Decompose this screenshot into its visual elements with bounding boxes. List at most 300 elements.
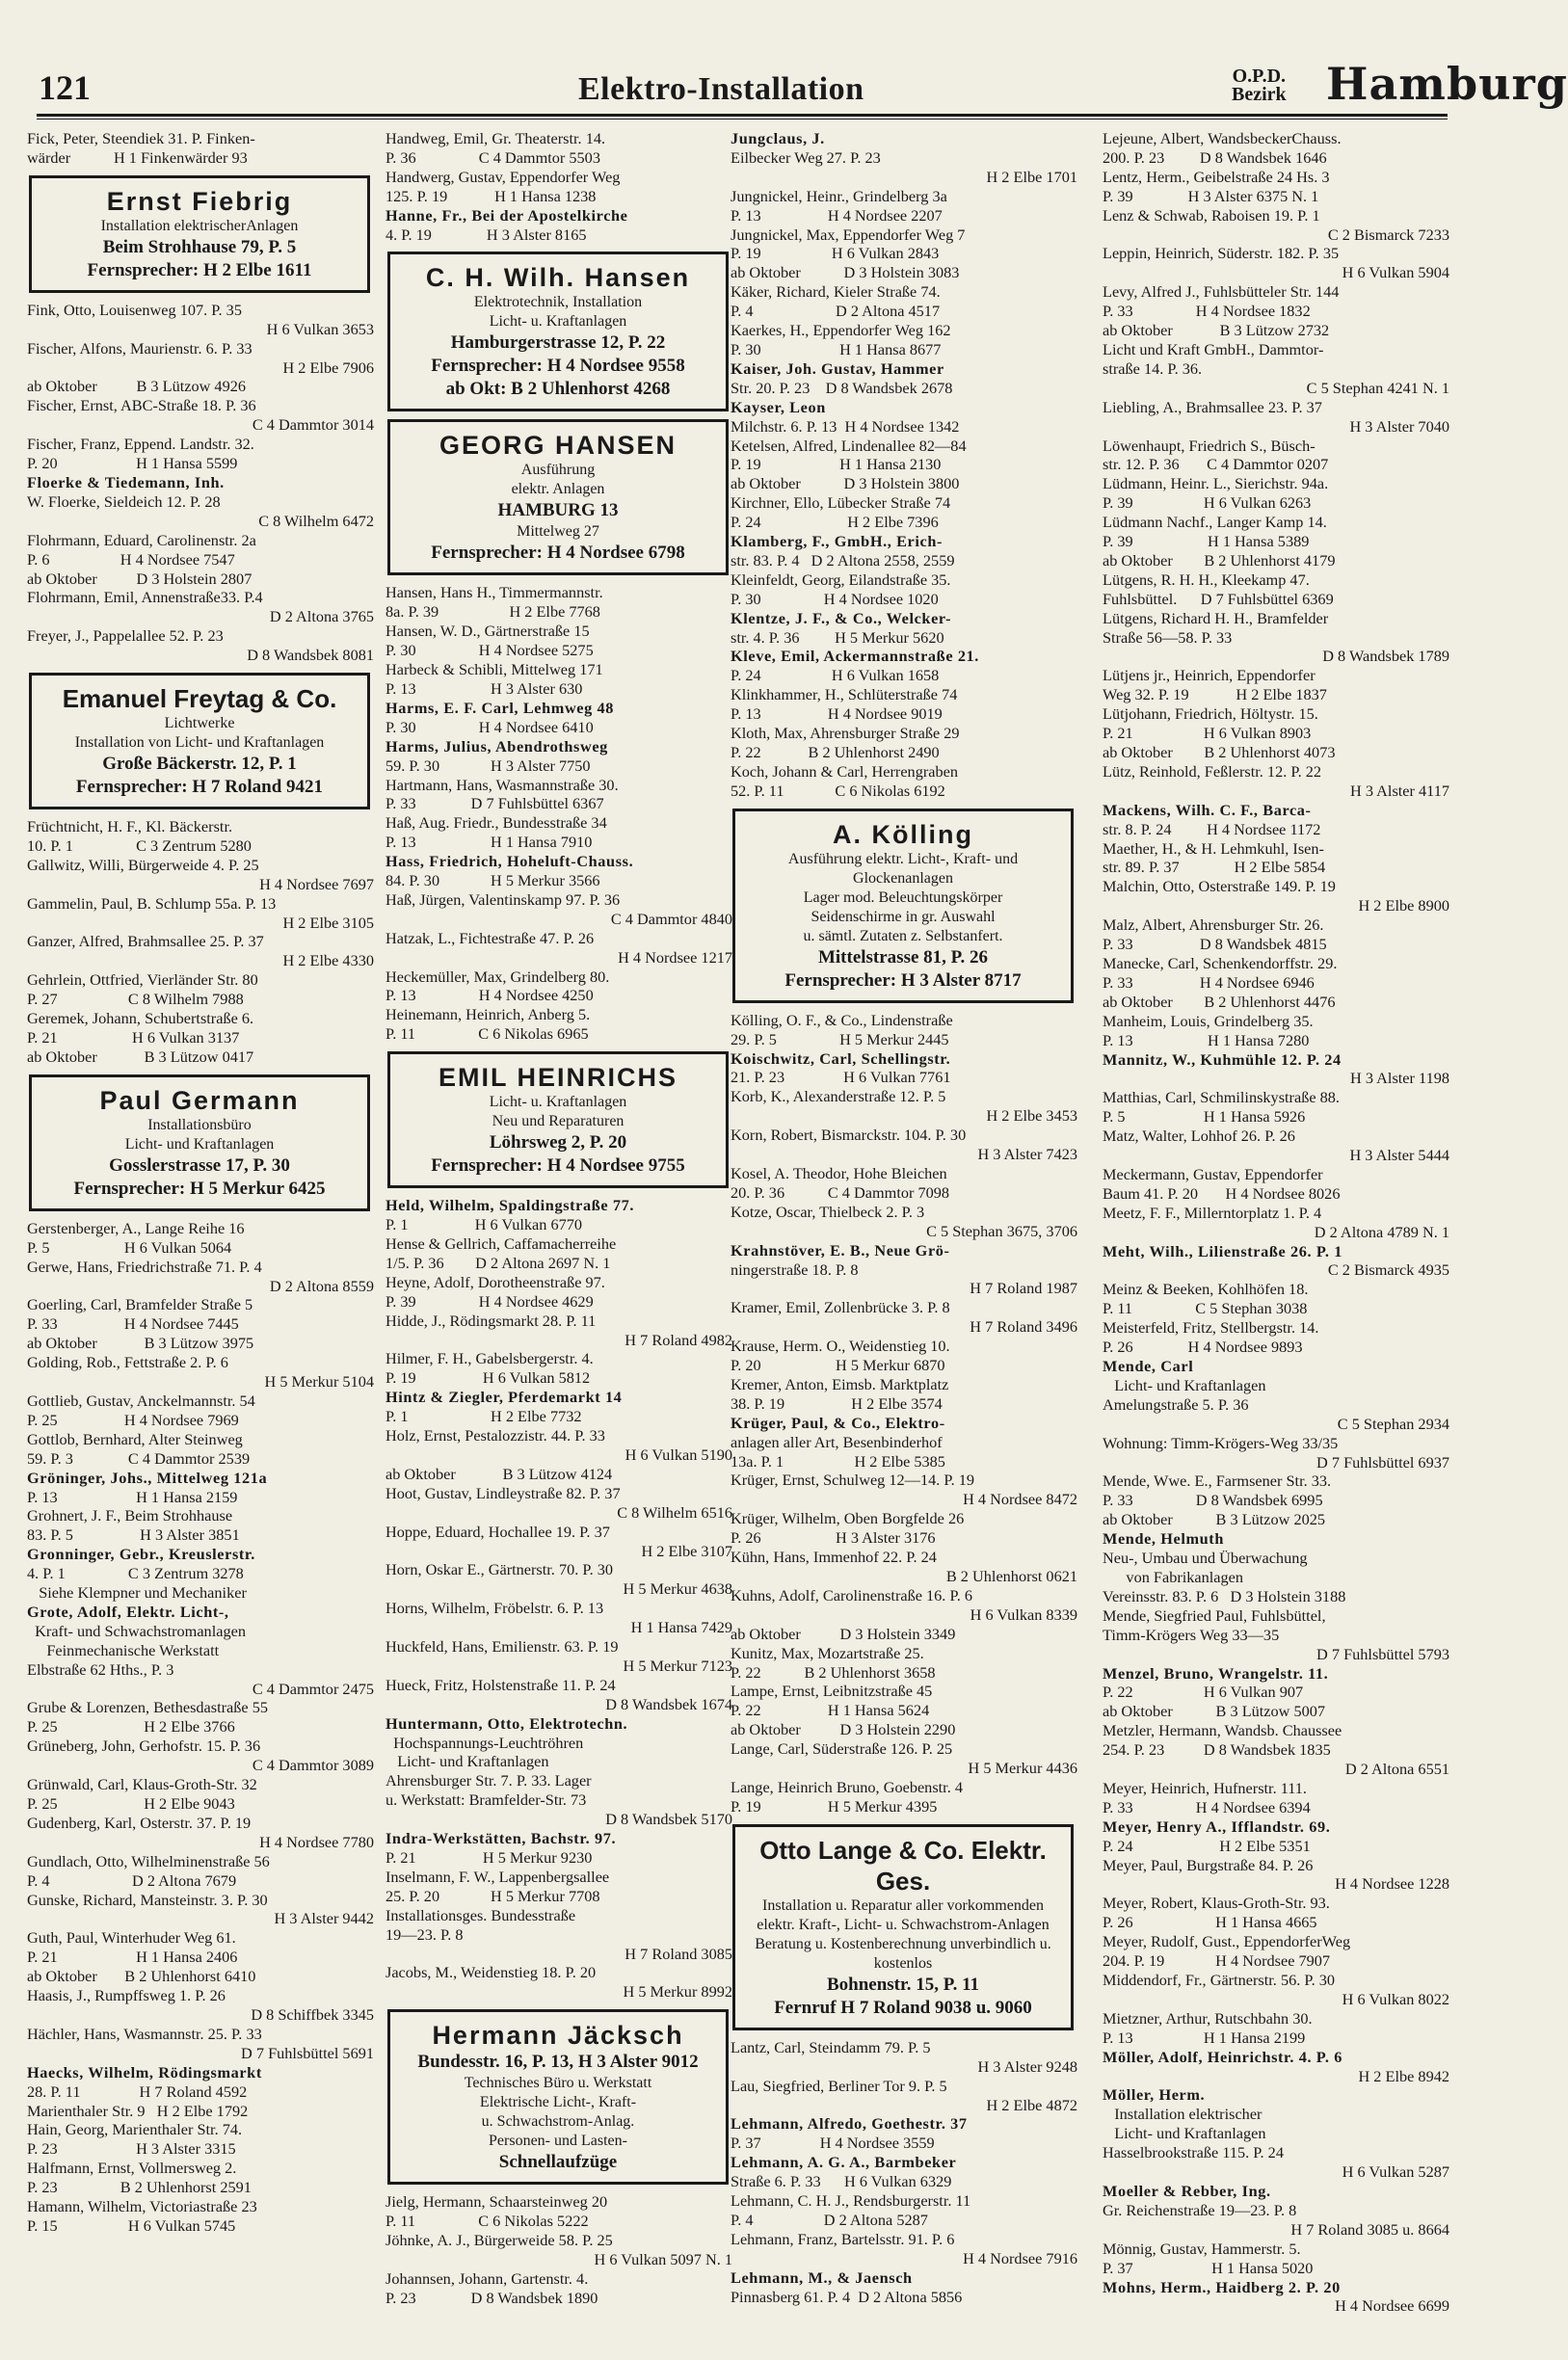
directory-entry <box>27 1469 374 1488</box>
entry-text: ab Oktober B 3 Lützow 4124 <box>385 1464 613 1483</box>
directory-entry <box>1103 2029 1449 2048</box>
directory-entry <box>731 493 1077 513</box>
directory-entry <box>1103 1740 1449 1760</box>
directory-entry <box>385 718 732 737</box>
directory-entry <box>385 1312 732 1331</box>
column-3 <box>731 129 1077 2336</box>
directory-entry <box>27 1717 374 1737</box>
entry-text: P. 13 H 1 Hansa 2199 <box>1103 2028 1306 2047</box>
ad-line: Schnellaufzüge <box>498 2152 618 2173</box>
directory-entry <box>731 437 1077 456</box>
entry-text: P. 24 H 6 Vulkan 1658 <box>731 666 940 685</box>
directory-entry <box>27 1277 374 1296</box>
directory-entry <box>27 646 374 665</box>
directory-entry <box>385 813 732 833</box>
directory-entry <box>1103 2085 1449 2105</box>
entry-text: P. 1 H 2 Elbe 7732 <box>385 1407 582 1426</box>
entry-text: Fick, Peter, Steendiek 31. P. Finken- <box>27 129 255 147</box>
directory-entry <box>385 1771 732 1790</box>
entry-text: P. 30 H 4 Nordsee 1020 <box>731 589 939 608</box>
entry-text: P. 4 D 2 Altona 7679 <box>27 1870 237 1890</box>
directory-entry <box>27 435 374 454</box>
directory-entry <box>1103 1798 1449 1817</box>
entry-text: P. 39 H 3 Alster 6375 N. 1 <box>1103 186 1319 205</box>
ad-line: u. sämtl. Zutaten z. Selbstanfert. <box>803 927 1003 944</box>
directory-entry <box>27 990 374 1009</box>
directory-entry <box>385 641 732 660</box>
entry-phone: H 7 Roland 4982 <box>625 1330 732 1349</box>
directory-entry <box>385 1982 732 2002</box>
ad-line: Lager mod. Beleuchtungskörper <box>803 888 1003 906</box>
entry-text: P. 4 D 2 Altona 5287 <box>731 2210 928 2229</box>
directory-entry <box>385 2212 732 2231</box>
directory-entry <box>731 1739 1077 1759</box>
entry-text: Lütgens, R. H. H., Kleekamp 47. <box>1103 570 1310 589</box>
entry-text: Meisterfeld, Fritz, Stellbergstr. 14. <box>1103 1318 1319 1338</box>
directory-entry <box>27 1238 374 1258</box>
directory-entry <box>385 2250 732 2269</box>
district-top: O.P.D. <box>1232 66 1287 87</box>
entry-text: P. 25 H 2 Elbe 3766 <box>27 1717 235 1737</box>
directory-entry <box>1103 1165 1449 1184</box>
entry-text: Meyer, Paul, Burgstraße 84. P. 26 <box>1103 1855 1314 1874</box>
directory-entry <box>1103 282 1449 302</box>
entry-text: Meyer, Rudolf, Gust., EppendorferWeg <box>1103 1932 1351 1951</box>
ad-company-name: Paul Germann <box>99 1085 300 1115</box>
directory-entry <box>385 206 732 225</box>
entry-text: Harbeck & Schibli, Mittelweg 171 <box>385 660 603 679</box>
entry-text: P. 30 H 1 Hansa 8677 <box>731 339 942 358</box>
entry-text: Lampe, Ernst, Leibnitzstraße 45 <box>731 1682 933 1701</box>
entry-text: Horn, Oskar E., Gärtnerstr. 70. P. 30 <box>385 1560 614 1579</box>
directory-entry <box>1103 1626 1449 1645</box>
entry-text: Lütgens, Richard H. H., Bramfelder <box>1103 608 1329 627</box>
entry-text: Gammelin, Paul, B. Schlump 55a. P. 13 <box>27 893 277 913</box>
ad-line: HAMBURG 13 <box>497 500 619 521</box>
directory-entry <box>27 1948 374 1967</box>
entry-text: Matthias, Carl, Schmilinskystraße 88. <box>1103 1088 1340 1107</box>
directory-entry <box>27 1852 374 1871</box>
entry-text: Meyer, Heinrich, Hufnerstr. 111. <box>1103 1778 1307 1797</box>
directory-entry <box>1103 1491 1449 1510</box>
directory-entry <box>27 1009 374 1028</box>
entry-name-bold: Mende, Helmuth <box>1103 1529 1224 1549</box>
directory-entry <box>1103 993 1449 1012</box>
ad-line: Fernsprecher: H 5 Merkur 6425 <box>73 1178 326 1199</box>
entry-text: ab Oktober B 2 Uhlenhorst 4476 <box>1103 992 1336 1011</box>
entry-name-bold: Krahnstöver, E. B., Neue Grö- <box>731 1240 950 1260</box>
directory-entry <box>385 2289 732 2308</box>
entry-text: Lenz & Schwab, Raboisen 19. P. 1 <box>1103 205 1320 225</box>
entry-phone: H 5 Merkur 5104 <box>264 1372 374 1392</box>
directory-entry <box>385 225 732 245</box>
directory-entry <box>1103 685 1449 704</box>
entry-text: 1/5. P. 36 D 2 Altona 2697 N. 1 <box>385 1253 611 1272</box>
entry-text: ab Oktober D 3 Holstein 3800 <box>731 474 960 493</box>
entry-text: P. 22 B 2 Uhlenhorst 2490 <box>731 743 940 761</box>
entry-text: P. 37 H 1 Hansa 5020 <box>1103 2258 1314 2277</box>
entry-text: str. 83. P. 4 D 2 Altona 2558, 2559 <box>731 550 955 570</box>
entry-name-bold: Lehmann, A. G. A., Barmbeker <box>731 2153 957 2172</box>
directory-entry <box>1103 724 1449 743</box>
entry-phone: H 2 Elbe 7906 <box>282 358 374 377</box>
entry-text: Handweg, Emil, Gr. Theaterstr. 14. <box>385 129 606 147</box>
directory-entry <box>385 2269 732 2289</box>
ad-line: Ausführung <box>520 462 596 479</box>
ad-line: Beim Strohhause 79, P. 5 <box>102 236 297 257</box>
directory-entry <box>27 1756 374 1775</box>
directory-entry <box>1103 1338 1449 1357</box>
directory-entry <box>385 1963 732 1982</box>
entry-text: ab Oktober D 3 Holstein 2807 <box>27 569 252 588</box>
directory-entry <box>731 1145 1077 1164</box>
directory-entry <box>27 1986 374 2005</box>
directory-entry <box>27 1219 374 1238</box>
entry-phone: D 8 Wandsbek 8081 <box>247 646 374 665</box>
directory-entry <box>731 1452 1077 1472</box>
entry-name-bold: Held, Wilhelm, Spaldingstraße 77. <box>385 1196 635 1215</box>
entry-text: P. 23 D 8 Wandsbek 1890 <box>385 2288 598 2307</box>
directory-entry <box>27 1814 374 1833</box>
directory-entry <box>731 782 1077 801</box>
entry-text: P. 33 D 7 Fuhlsbüttel 6367 <box>385 794 604 813</box>
ad-line: Fernsprecher: H 7 Roland 9421 <box>75 777 324 798</box>
directory-entry <box>27 1047 374 1067</box>
entry-text: Maether, H., & H. Lehmkuhl, Isen- <box>1103 838 1324 858</box>
directory-entry <box>731 2096 1077 2115</box>
entry-phone: H 5 Merkur 7123 <box>623 1656 732 1675</box>
entry-text: P. 20 H 5 Merkur 6870 <box>731 1356 945 1375</box>
directory-entry <box>385 1503 732 1523</box>
directory-entry <box>1103 474 1449 493</box>
entry-text: u. Werkstatt: Bramfelder-Str. 73 <box>385 1790 587 1810</box>
directory-entry <box>27 492 374 512</box>
entry-phone: D 8 Wandsbek 1674 <box>605 1694 732 1713</box>
directory-entry <box>731 1663 1077 1683</box>
directory-entry <box>731 474 1077 493</box>
entry-text: Neu-, Umbau und Überwachung <box>1103 1549 1308 1568</box>
entry-text: Baum 41. P. 20 H 4 Nordsee 8026 <box>1103 1183 1341 1203</box>
entry-text: 20. P. 36 C 4 Dammtor 7098 <box>731 1182 950 1202</box>
directory-entry <box>27 932 374 951</box>
entry-text: Hansen, Hans H., Timmermannstr. <box>385 583 603 602</box>
directory-entry <box>1103 1357 1449 1376</box>
entry-text: Kloth, Max, Ahrensburger Straße 29 <box>731 724 960 743</box>
ad-line: Installation von Licht- und Kraftanlagen <box>74 734 325 752</box>
entry-text: Lange, Heinrich Bruno, Goebenstr. 4 <box>731 1777 963 1796</box>
directory-entry <box>27 320 374 339</box>
entry-text: Grünwald, Carl, Klaus-Groth-Str. 32 <box>27 1775 257 1794</box>
directory-entry <box>27 531 374 550</box>
directory-entry <box>385 1752 732 1771</box>
directory-entry <box>731 1414 1077 1433</box>
directory-entry <box>385 1273 732 1292</box>
entry-phone: C 4 Dammtor 3089 <box>252 1756 374 1775</box>
directory-entry <box>731 263 1077 282</box>
ad-line: u. Schwachstrom-Anlag. <box>481 2113 635 2131</box>
ad-line: Mittelstrasse 81, P. 26 <box>817 946 989 968</box>
entry-text: P. 13 H 1 Hansa 7910 <box>385 833 593 852</box>
directory-entry <box>731 1126 1077 1145</box>
directory-entry <box>1103 762 1449 782</box>
directory-entry <box>1103 1510 1449 1529</box>
directory-entry <box>385 1349 732 1368</box>
directory-entry <box>731 1317 1077 1337</box>
directory-entry <box>731 762 1077 782</box>
directory-entry <box>731 1528 1077 1548</box>
directory-entry <box>27 1545 374 1564</box>
entry-phone: H 4 Nordsee 7780 <box>259 1832 374 1851</box>
entry-text: P. 23 B 2 Uhlenhorst 2591 <box>27 2178 252 2197</box>
directory-entry <box>27 2159 374 2178</box>
entry-phone: H 5 Merkur 4436 <box>968 1759 1077 1778</box>
entry-phone: H 2 Elbe 3107 <box>641 1541 732 1560</box>
directory-entry <box>385 1523 732 1542</box>
directory-entry <box>27 1392 374 1411</box>
directory-entry <box>1103 1856 1449 1875</box>
directory-entry <box>1103 340 1449 359</box>
directory-entry <box>1103 1146 1449 1165</box>
entry-name-bold: Moeller & Rebber, Ing. <box>1103 2181 1271 2200</box>
entry-text: Haß, Jürgen, Valentinskamp 97. P. 36 <box>385 889 621 909</box>
directory-entry <box>27 339 374 358</box>
directory-entry <box>1103 1894 1449 1913</box>
entry-text: Hansen, W. D., Gärtnerstraße 15 <box>385 622 590 641</box>
ad-line: Große Bäckerstr. 12, P. 1 <box>102 754 297 775</box>
entry-phone: B 2 Uhlenhorst 0621 <box>945 1567 1077 1585</box>
entry-text: P. 13 H 4 Nordsee 9019 <box>731 704 943 724</box>
entry-name-bold: Möller, Herm. <box>1103 2085 1206 2105</box>
ad-line: Beratung u. Kostenberechnung unverbindlich u. kostenlos <box>755 1935 1051 1972</box>
entry-text: Heyne, Adolf, Dorotheenstraße 97. <box>385 1272 605 1291</box>
entry-text: P. 36 C 4 Dammtor 5503 <box>385 147 600 167</box>
directory-entry <box>1103 1260 1449 1280</box>
directory-entry <box>1103 187 1449 206</box>
directory-entry <box>27 626 374 646</box>
directory-entry <box>1103 1069 1449 1088</box>
entry-name-bold: Gröninger, Johs., Mittelweg 121a <box>27 1468 268 1487</box>
directory-entry <box>385 871 732 890</box>
entry-phone: D 2 Altona 3765 <box>269 607 374 626</box>
entry-text: ab Oktober B 3 Lützow 0417 <box>27 1047 254 1066</box>
directory-entry <box>27 2216 374 2236</box>
entry-name-bold: Kayser, Leon <box>731 397 826 416</box>
directory-entry <box>1103 1760 1449 1779</box>
directory-entry <box>1103 1645 1449 1664</box>
entry-text: Haasis, J., Rumpffsweg 1. P. 26 <box>27 1986 226 2005</box>
entry-text: 10. P. 1 C 3 Zentrum 5280 <box>27 835 252 855</box>
directory-entry <box>1103 2067 1449 2086</box>
directory-entry <box>1103 570 1449 590</box>
entry-text: Pinnasberg 61. P. 4 D 2 Altona 5856 <box>731 2287 963 2306</box>
entry-text: Kremer, Anton, Eimsb. Marktplatz <box>731 1374 949 1393</box>
entry-phone: D 7 Fuhlsbüttel 6937 <box>1316 1452 1449 1472</box>
directory-entry <box>731 2134 1077 2153</box>
entry-name-bold: Kaiser, Joh. Gustav, Hammer <box>731 358 944 378</box>
entry-text: Gerwe, Hans, Friedrichstraße 71. P. 4 <box>27 1257 262 1276</box>
ad-line: Bohnenstr. 15, P. 11 <box>826 1974 980 1995</box>
directory-entry <box>1103 168 1449 187</box>
directory-entry <box>385 1714 732 1734</box>
ad-line: Elektrotechnik, Installation <box>473 294 643 311</box>
directory-entry <box>27 1622 374 1641</box>
directory-entry <box>1103 858 1449 877</box>
entry-text: Krüger, Wilhelm, Oben Borgfelde 26 <box>731 1509 965 1528</box>
entry-text: Löwenhaupt, Friedrich S., Büsch- <box>1103 436 1316 455</box>
directory-entry <box>1103 1299 1449 1318</box>
entry-text: von Fabrikanlagen <box>1103 1567 1244 1586</box>
ad-company-name: Hermann Jäcksch <box>432 2021 684 2051</box>
directory-entry <box>731 1509 1077 1528</box>
directory-entry <box>1103 225 1449 245</box>
directory-entry <box>731 1068 1077 1087</box>
directory-entry <box>385 1868 732 1887</box>
directory-entry <box>731 1778 1077 1797</box>
entry-phone: H 2 Elbe 4872 <box>986 2095 1077 2114</box>
directory-entry <box>1103 1395 1449 1415</box>
ad-line: Seidenschirme in gr. Auswahl <box>811 908 996 925</box>
directory-entry <box>731 2268 1077 2288</box>
city-name: Hamburg <box>1326 58 1568 110</box>
directory-entry <box>27 970 374 990</box>
directory-entry <box>385 737 732 756</box>
directory-entry <box>1103 1415 1449 1434</box>
directory-entry <box>731 551 1077 570</box>
ad-line: Neu und Reparaturen <box>492 1113 625 1130</box>
directory-entry <box>1103 1664 1449 1684</box>
entry-text: Installation elektrischer <box>1103 2105 1262 2124</box>
entry-text: Str. 20. P. 23 D 8 Wandsbek 2678 <box>731 378 953 397</box>
district-bottom: Bezirk <box>1232 84 1287 105</box>
directory-entry <box>27 1506 374 1525</box>
ad-line: Gosslerstrasse 17, P. 30 <box>109 1154 290 1176</box>
directory-entry <box>731 647 1077 666</box>
directory-entry <box>27 1488 374 1507</box>
entry-phone: H 6 Vulkan 5190 <box>625 1445 732 1464</box>
directory-entry <box>1103 1376 1449 1395</box>
directory-entry <box>731 628 1077 648</box>
entry-text: Inselmann, F. W., Lappenbergsallee <box>385 1867 610 1886</box>
entry-text: Goerling, Carl, Bramfelder Straße 5 <box>27 1295 253 1314</box>
directory-entry <box>1103 321 1449 340</box>
entry-text: Jungnickel, Max, Eppendorfer Weg 7 <box>731 225 966 244</box>
entry-text: Elbstraße 62 Hths., P. 3 <box>27 1659 174 1679</box>
directory-entry <box>385 1637 732 1657</box>
directory-entry <box>731 129 1077 148</box>
directory-entry <box>27 512 374 531</box>
directory-entry <box>1103 590 1449 609</box>
ad-line: elektr. Anlagen <box>511 481 605 498</box>
entry-name-bold: Floerke & Tiedemann, Inh. <box>27 472 225 491</box>
entry-text: P. 13 H 3 Alster 630 <box>385 678 583 698</box>
directory-entry <box>731 1260 1077 1280</box>
directory-entry <box>27 454 374 473</box>
entry-text: Eilbecker Weg 27. P. 23 <box>731 147 881 167</box>
entry-text: Gottlob, Bernhard, Alter Steinweg <box>27 1429 243 1448</box>
advertisement-box <box>29 673 370 809</box>
entry-name-bold: Jungclaus, J. <box>731 129 825 147</box>
directory-entry <box>731 2288 1077 2307</box>
entry-text: 200. P. 23 D 8 Wandsbek 1646 <box>1103 147 1327 167</box>
entry-text: P. 21 H 1 Hansa 2406 <box>27 1948 238 1967</box>
entry-phone: C 4 Dammtor 4840 <box>610 909 732 928</box>
entry-text: P. 24 H 2 Elbe 7396 <box>731 513 939 532</box>
directory-entry <box>27 358 374 378</box>
entry-text: P. 13 H 1 Hansa 7280 <box>1103 1030 1310 1049</box>
directory-entry <box>385 1906 732 1925</box>
directory-entry <box>27 1871 374 1891</box>
entry-text: W. Floerke, Sieldeich 12. P. 28 <box>27 491 221 511</box>
entry-text: Straße 6. P. 33 H 6 Vulkan 6329 <box>731 2172 952 2191</box>
directory-entry <box>1103 263 1449 282</box>
entry-text: Wohnung: Timm-Krögers-Weg 33/35 <box>1103 1433 1339 1452</box>
entry-text: 59. P. 3 C 4 Dammtor 2539 <box>27 1448 251 1468</box>
directory-entry <box>27 951 374 970</box>
entry-text: Malchin, Otto, Osterstraße 149. P. 19 <box>1103 877 1336 896</box>
directory-entry <box>731 2191 1077 2211</box>
entry-text: Licht- und Kraftanlagen <box>385 1752 549 1771</box>
directory-entry <box>385 852 732 871</box>
entry-phone: H 6 Vulkan 5287 <box>1342 2162 1449 2182</box>
directory-entry <box>731 704 1077 724</box>
directory-entry <box>1103 493 1449 513</box>
entry-text: P. 19 H 5 Merkur 4395 <box>731 1796 938 1816</box>
entry-text: Lehmann, Franz, Bartelsstr. 91. P. 6 <box>731 2229 955 2248</box>
ad-company-name: A. Kölling <box>833 819 973 849</box>
entry-text: 83. P. 5 H 3 Alster 3851 <box>27 1525 240 1545</box>
directory-entry <box>27 1314 374 1334</box>
entry-phone: D 7 Fuhlsbüttel 5793 <box>1316 1644 1449 1663</box>
entry-text: Hoppe, Eduard, Hochallee 19. P. 37 <box>385 1522 610 1541</box>
ad-line: Fernsprecher: H 2 Elbe 1611 <box>87 259 312 280</box>
advertisement-box <box>732 1824 1074 2030</box>
entry-text: Meinz & Beeken, Kohlhöfen 18. <box>1103 1280 1309 1299</box>
ad-line: Licht- und Kraftanlagen <box>124 1135 275 1153</box>
directory-entry <box>385 776 732 795</box>
directory-entry <box>731 1356 1077 1375</box>
entry-text: Hoot, Gustav, Lindleystraße 82. P. 37 <box>385 1483 621 1502</box>
directory-entry <box>385 168 732 187</box>
entry-text: Meckermann, Gustav, Eppendorfer <box>1103 1164 1323 1183</box>
entry-text: P. 26 H 1 Hansa 4665 <box>1103 1913 1317 1932</box>
entry-text: P. 21 H 6 Vulkan 3137 <box>27 1028 240 1047</box>
directory-entry <box>385 1560 732 1579</box>
entry-text: 254. P. 23 D 8 Wandsbek 1835 <box>1103 1740 1331 1760</box>
entry-text: Kuhns, Adolf, Carolinenstraße 16. P. 6 <box>731 1585 972 1604</box>
directory-entry <box>731 1183 1077 1203</box>
directory-entry <box>1103 2201 1449 2220</box>
entry-phone: H 6 Vulkan 5904 <box>1342 263 1449 282</box>
directory-entry <box>731 1203 1077 1222</box>
entry-phone: H 1 Hansa 7429 <box>630 1618 732 1637</box>
entry-text: ab Oktober B 2 Uhlenhorst 6410 <box>27 1967 256 1986</box>
directory-entry <box>731 455 1077 474</box>
directory-entry <box>27 148 374 168</box>
directory-entry <box>385 1005 732 1024</box>
entry-phone: C 8 Wilhelm 6472 <box>258 511 374 530</box>
directory-entry <box>1103 513 1449 532</box>
directory-entry <box>1103 2240 1449 2259</box>
directory-entry <box>385 1657 732 1676</box>
directory-entry <box>27 2044 374 2063</box>
entry-text: Lehmann, C. H. J., Rendsburgerstr. 11 <box>731 2191 971 2211</box>
entry-text: Hidde, J., Rödingsmarkt 28. P. 11 <box>385 1311 597 1330</box>
directory-entry <box>27 1967 374 1986</box>
directory-entry <box>731 590 1077 609</box>
entry-phone: H 5 Merkur 4638 <box>623 1579 732 1599</box>
entry-text: Installationsges. Bundesstraße <box>385 1905 576 1924</box>
entry-name-bold: Lehmann, M., & Jaensch <box>731 2267 913 2287</box>
